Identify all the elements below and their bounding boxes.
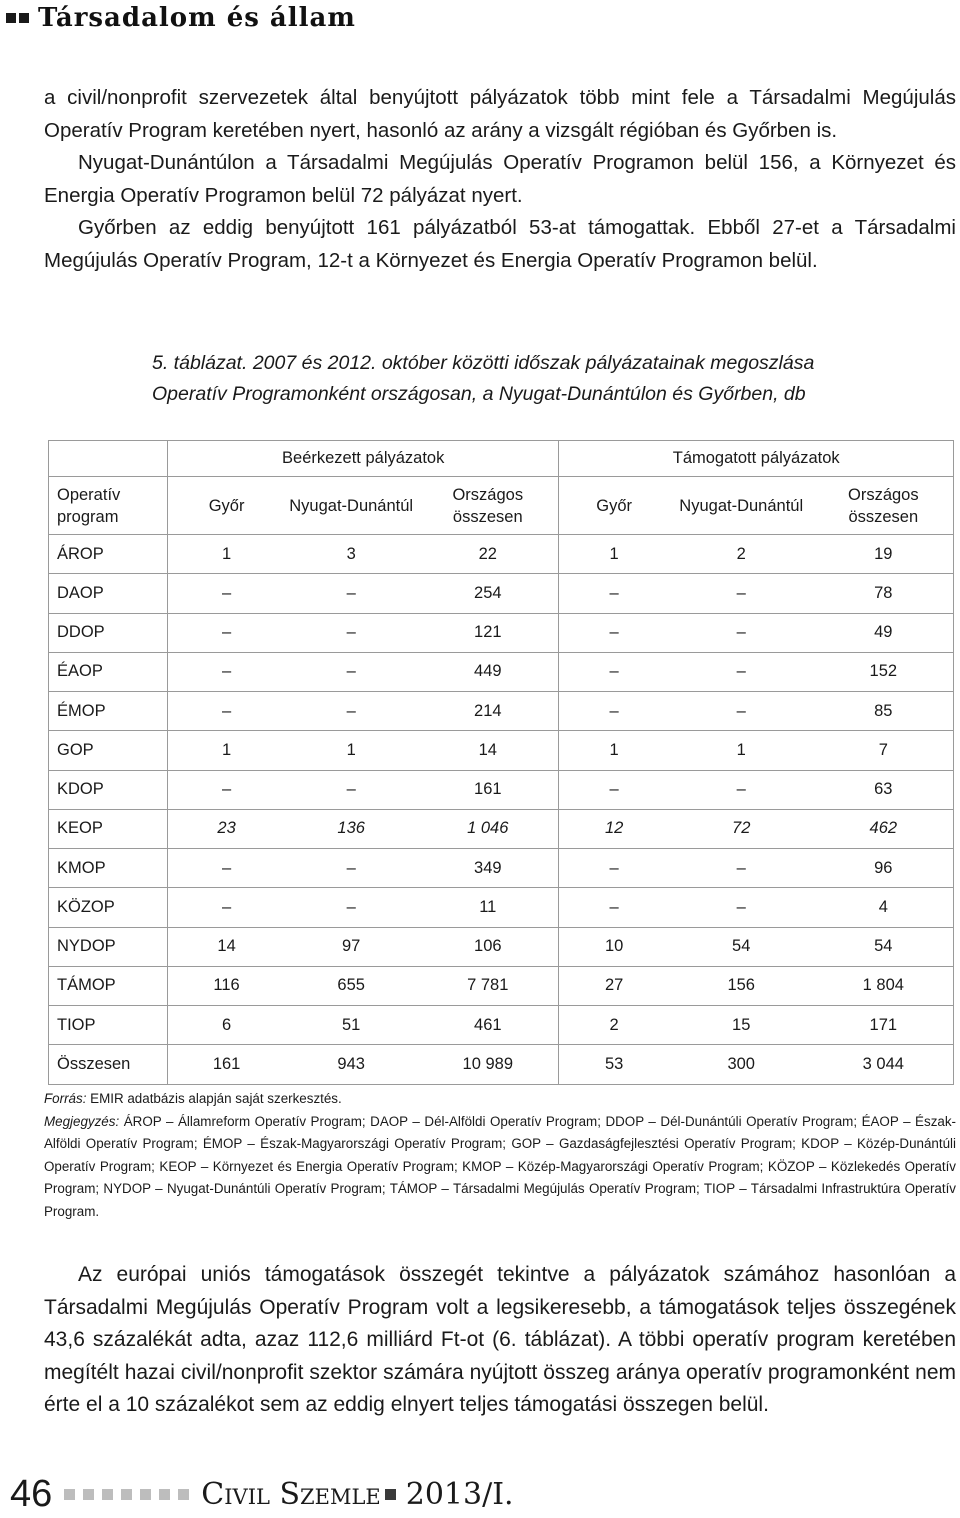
cell-s-gyor: 12 [559,809,669,848]
note-text: ÁROP – Államreform Operatív Program; DAOP – Dél-Alföldi Operatív Program; DDOP – Dél-Dunántúli Operatív Program; ÉAOP – Észak-Alföldi Operatív Program; ÉMOP – Észak-Magyarországi Operatív Program; GOP – Gazdaságfejlesztési Operatív Program; KDOP – Közép-Dunántúli Operatív Program; KEOP – Környezet és Energia Operatív Program; KMOP – Közép-Magyarországi Operatív Program; KÖZOP – Közlekedés Operatív Program; NYDOP – Nyugat-Dunántúli Operatív Program; TÁMOP – Társadalmi Megújulás Operatív Program; TIOP – Társadalmi Infrastruktúra Operatív Program. [44,1113,956,1219]
cell-s-gyor: – [559,849,669,888]
cell-r-nyd: – [285,849,417,888]
cell-r-tot: 349 [417,849,559,888]
cell-program: GOP [49,731,168,770]
table-header-column-row [49,477,954,535]
cell-program: ÉAOP [49,652,168,691]
cell-s-nyd: – [669,770,814,809]
cell-r-tot: 161 [417,770,559,809]
header-supported: Támogatott pályázatok [559,441,954,477]
cell-s-gyor: – [559,574,669,613]
journal-issue: 2013/I. [405,1476,514,1512]
page-footer [10,1470,514,1518]
cell-s-gyor: – [559,770,669,809]
cell-s-tot: 1 804 [814,966,954,1005]
cell-r-gyor: 23 [167,809,285,848]
header-program: Operatív program [49,477,168,535]
cell-s-nyd: 2 [669,535,814,574]
cell-r-nyd: – [285,613,417,652]
table-row [49,849,954,888]
page-number: 46 [10,1472,53,1515]
cell-s-tot: 3 044 [814,1045,954,1084]
cell-r-nyd: 655 [285,966,417,1005]
cell-r-nyd: 943 [285,1045,417,1084]
footer-square-icon [121,1489,132,1500]
cell-r-tot: 254 [417,574,559,613]
cell-program: ÁROP [49,535,168,574]
cell-program: KDOP [49,770,168,809]
cell-s-tot: 78 [814,574,954,613]
table-row [49,574,954,613]
cell-s-gyor: 1 [559,731,669,770]
table-caption-line-2: Operatív Programonként országosan, a Nyugat-Dunántúlon és Győrben, db [152,383,806,405]
cell-s-gyor: 10 [559,927,669,966]
cell-program: DDOP [49,613,168,652]
table-row [49,927,954,966]
intro-paragraph-1: a civil/nonprofit szervezetek által benyújtott pályázatok több mint fele a Társadalmi Megújulás Operatív Program keretében nyert, hasonló az arány a vizsgált régióban és Győrben is. [44,86,956,142]
intro-text [44,82,956,277]
cell-r-tot: 11 [417,888,559,927]
journal-name: Civil Szemle [201,1476,381,1512]
cell-r-tot: 7 781 [417,966,559,1005]
table-caption [152,348,932,410]
cell-r-tot: 449 [417,652,559,691]
note-label: Megjegyzés: [44,1113,120,1129]
cell-r-tot: 121 [417,613,559,652]
cell-s-tot: 462 [814,809,954,848]
intro-paragraph-2: Nyugat-Dunántúlon a Társadalmi Megújulás Operatív Programon belül 156, a Környezet és Energia Operatív Programon belül 72 pályázat nyert. [44,151,956,207]
source-label: Forrás: [44,1091,87,1106]
cell-s-nyd: 156 [669,966,814,1005]
cell-s-gyor: – [559,613,669,652]
programs-table [48,440,954,1085]
source-text: EMIR adatbázis alapján saját szerkesztés. [90,1091,342,1106]
footer-square-icon [140,1489,151,1500]
table-row [49,692,954,731]
cell-program: DAOP [49,574,168,613]
header-empty-cell [49,441,168,477]
cell-s-gyor: 53 [559,1045,669,1084]
cell-s-gyor: 27 [559,966,669,1005]
cell-r-nyd: – [285,574,417,613]
cell-s-tot: 19 [814,535,954,574]
cell-r-tot: 22 [417,535,559,574]
cell-s-nyd: – [669,613,814,652]
footer-square-icon [102,1489,113,1500]
cell-r-nyd: 136 [285,809,417,848]
header-supported-nyd: Nyugat-Dunántúl [669,477,814,535]
cell-r-tot: 10 989 [417,1045,559,1084]
cell-s-nyd: – [669,692,814,731]
cell-r-nyd: 97 [285,927,417,966]
table-row [49,888,954,927]
cell-s-tot: 63 [814,770,954,809]
header-received-total: Országos összesen [417,477,559,535]
table-row [49,770,954,809]
cell-s-nyd: – [669,652,814,691]
cell-s-tot: 54 [814,927,954,966]
cell-r-gyor: – [167,888,285,927]
table-row [49,613,954,652]
table-row [49,731,954,770]
cell-s-nyd: 15 [669,1006,814,1045]
cell-r-gyor: – [167,770,285,809]
cell-s-nyd: – [669,574,814,613]
header-received-gyor: Győr [167,477,285,535]
section-title: Társadalom és állam [38,3,356,33]
cell-r-gyor: 6 [167,1006,285,1045]
footer-square-icon [159,1489,170,1500]
cell-r-gyor: – [167,652,285,691]
cell-program: TIOP [49,1006,168,1045]
footer-square-icon [178,1489,189,1500]
table-row [49,652,954,691]
cell-r-gyor: 14 [167,927,285,966]
cell-program: ÉMOP [49,692,168,731]
cell-r-gyor: 161 [167,1045,285,1084]
footer-square-icon [64,1489,75,1500]
cell-r-gyor: 116 [167,966,285,1005]
header-received: Beérkezett pályázatok [167,441,559,477]
cell-r-tot: 1 046 [417,809,559,848]
table-row [49,1045,954,1084]
cell-r-tot: 214 [417,692,559,731]
table-header-group-row [49,441,954,477]
cell-program: Összesen [49,1045,168,1084]
cell-s-gyor: 1 [559,535,669,574]
header-supported-gyor: Győr [559,477,669,535]
cell-r-gyor: – [167,574,285,613]
cell-r-nyd: – [285,888,417,927]
cell-s-tot: 171 [814,1006,954,1045]
body-paragraph-1: Az európai uniós támogatások összegét tekintve a pályázatok számához hasonlóan a Társadalmi Megújulás Operatív Program volt a legsikeresebb, a támogatások teljes összegének 43,6 százalékát adta, azaz 112,6 milliárd Ft-ot (6. táblázat). A többi operatív program keretében megítélt hazai civil/nonprofit szektor számára nyújtott összeg aránya operatív programonként nem érte el a 10 százalékot sem az eddig elnyert teljes támogatási összegen belül. [44,1263,956,1417]
intro-paragraph-3: Győrben az eddig benyújtott 161 pályázatból 53-at támogattak. Ebből 27-et a Társadalmi Megújulás Operatív Program, 12-t a Környezet és Energia Operatív Programon belül. [44,216,956,272]
cell-r-tot: 14 [417,731,559,770]
table-notes [44,1088,956,1224]
cell-s-gyor: – [559,692,669,731]
cell-r-nyd: – [285,770,417,809]
cell-s-gyor: 2 [559,1006,669,1045]
cell-r-nyd: – [285,652,417,691]
cell-s-tot: 7 [814,731,954,770]
cell-s-nyd: 300 [669,1045,814,1084]
cell-r-nyd: 51 [285,1006,417,1045]
header-supported-total: Országos összesen [814,477,954,535]
cell-r-gyor: – [167,613,285,652]
cell-s-nyd: 1 [669,731,814,770]
cell-s-gyor: – [559,652,669,691]
cell-r-gyor: – [167,692,285,731]
body-text [44,1259,956,1422]
cell-r-nyd: 3 [285,535,417,574]
cell-s-nyd: – [669,888,814,927]
cell-s-nyd: 54 [669,927,814,966]
cell-s-tot: 49 [814,613,954,652]
cell-r-gyor: – [167,849,285,888]
cell-r-gyor: 1 [167,731,285,770]
table-row [49,1006,954,1045]
header-square-icon [6,13,16,23]
cell-s-tot: 152 [814,652,954,691]
table-row [49,535,954,574]
header-received-nyd: Nyugat-Dunántúl [285,477,417,535]
cell-program: TÁMOP [49,966,168,1005]
cell-program: KÖZOP [49,888,168,927]
cell-r-nyd: 1 [285,731,417,770]
cell-r-tot: 106 [417,927,559,966]
footer-square-icon [385,1489,396,1500]
header-square-icon [19,13,29,23]
section-header [6,2,356,34]
cell-r-tot: 461 [417,1006,559,1045]
cell-s-nyd: 72 [669,809,814,848]
cell-r-gyor: 1 [167,535,285,574]
cell-s-tot: 4 [814,888,954,927]
cell-s-gyor: – [559,888,669,927]
table-row [49,966,954,1005]
cell-s-nyd: – [669,849,814,888]
cell-program: KMOP [49,849,168,888]
cell-s-tot: 85 [814,692,954,731]
cell-program: NYDOP [49,927,168,966]
footer-square-icon [83,1489,94,1500]
cell-r-nyd: – [285,692,417,731]
cell-s-tot: 96 [814,849,954,888]
table-caption-line-1: 5. táblázat. 2007 és 2012. október közötti időszak pályázatainak megoszlása [152,352,815,374]
cell-program: KEOP [49,809,168,848]
table-row [49,809,954,848]
